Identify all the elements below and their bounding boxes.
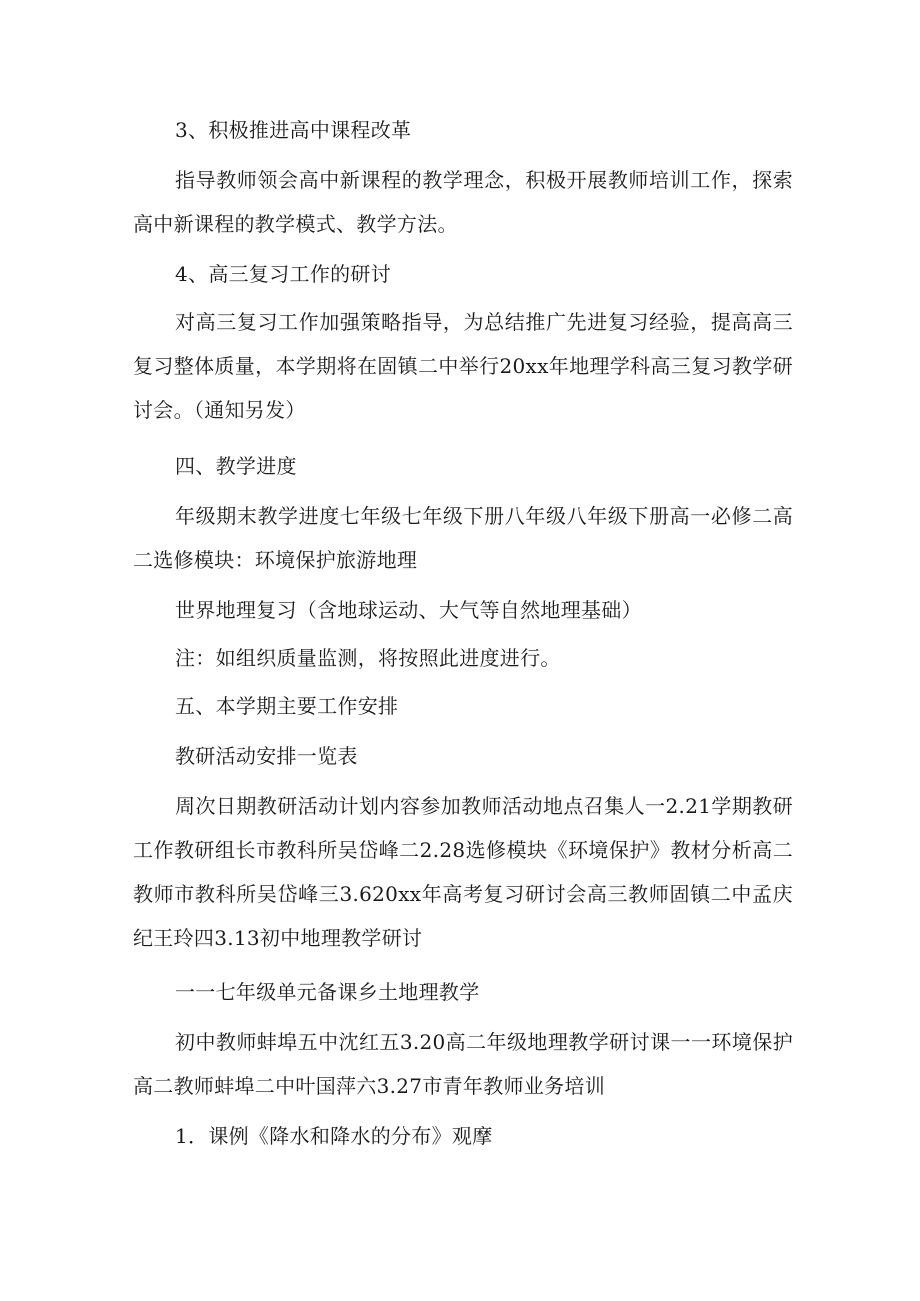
- section-heading-senior-review: 4、高三复习工作的研讨: [175, 262, 392, 286]
- paragraph-note-quality-monitoring: 注：如组织质量监测，将按照此进度进行。: [175, 646, 561, 670]
- paragraph-senior-review: 对高三复习工作加强策略指导，为总结推广先进复习经验，提高高三复习整体质量，本学期将在固镇二中举行20xx年地理学科高三复习教学研讨会。（通知另发）: [133, 310, 793, 422]
- section-heading-teaching-progress: 四、教学进度: [175, 454, 297, 478]
- section-heading-work-arrangement: 五、本学期主要工作安排: [175, 694, 399, 718]
- paragraph-junior-teachers-schedule: 初中教师蚌埠五中沈红五3.20高二年级地理教学研讨课一一环境保护高二教师蚌埠二中叶国萍六3.27市青年教师业务培训: [133, 1030, 793, 1098]
- paragraph-grade-seven-unit: 一一七年级单元备课乡土地理教学: [175, 980, 480, 1004]
- paragraph-teaching-progress: 年级期末教学进度七年级七年级下册八年级八年级下册高一必修二高二选修模块：环境保护旅游地理: [133, 504, 793, 572]
- paragraph-activity-schedule: 周次日期教研活动计划内容参加教师活动地点召集人一2.21学期教研工作教研组长市教科所吴岱峰二2.28选修模块《环境保护》教材分析高二教师市教科所吴岱峰三3.620xx年高考复习研讨会高三教师固镇二中孟庆纪王玲四3.13初中地理教学研讨: [133, 794, 793, 950]
- paragraph-world-geography-review: 世界地理复习（含地球运动、大气等自然地理基础）: [175, 598, 642, 622]
- list-item-lesson-observation: 1．课例《降水和降水的分布》观摩: [175, 1124, 493, 1148]
- paragraph-curriculum-reform: 指导教师领会高中新课程的教学理念，积极开展教师培训工作，探索高中新课程的教学模式、教学方法。: [133, 168, 793, 236]
- table-title-activity-schedule: 教研活动安排一览表: [175, 744, 358, 768]
- section-heading-curriculum-reform: 3、积极推进高中课程改革: [175, 118, 412, 142]
